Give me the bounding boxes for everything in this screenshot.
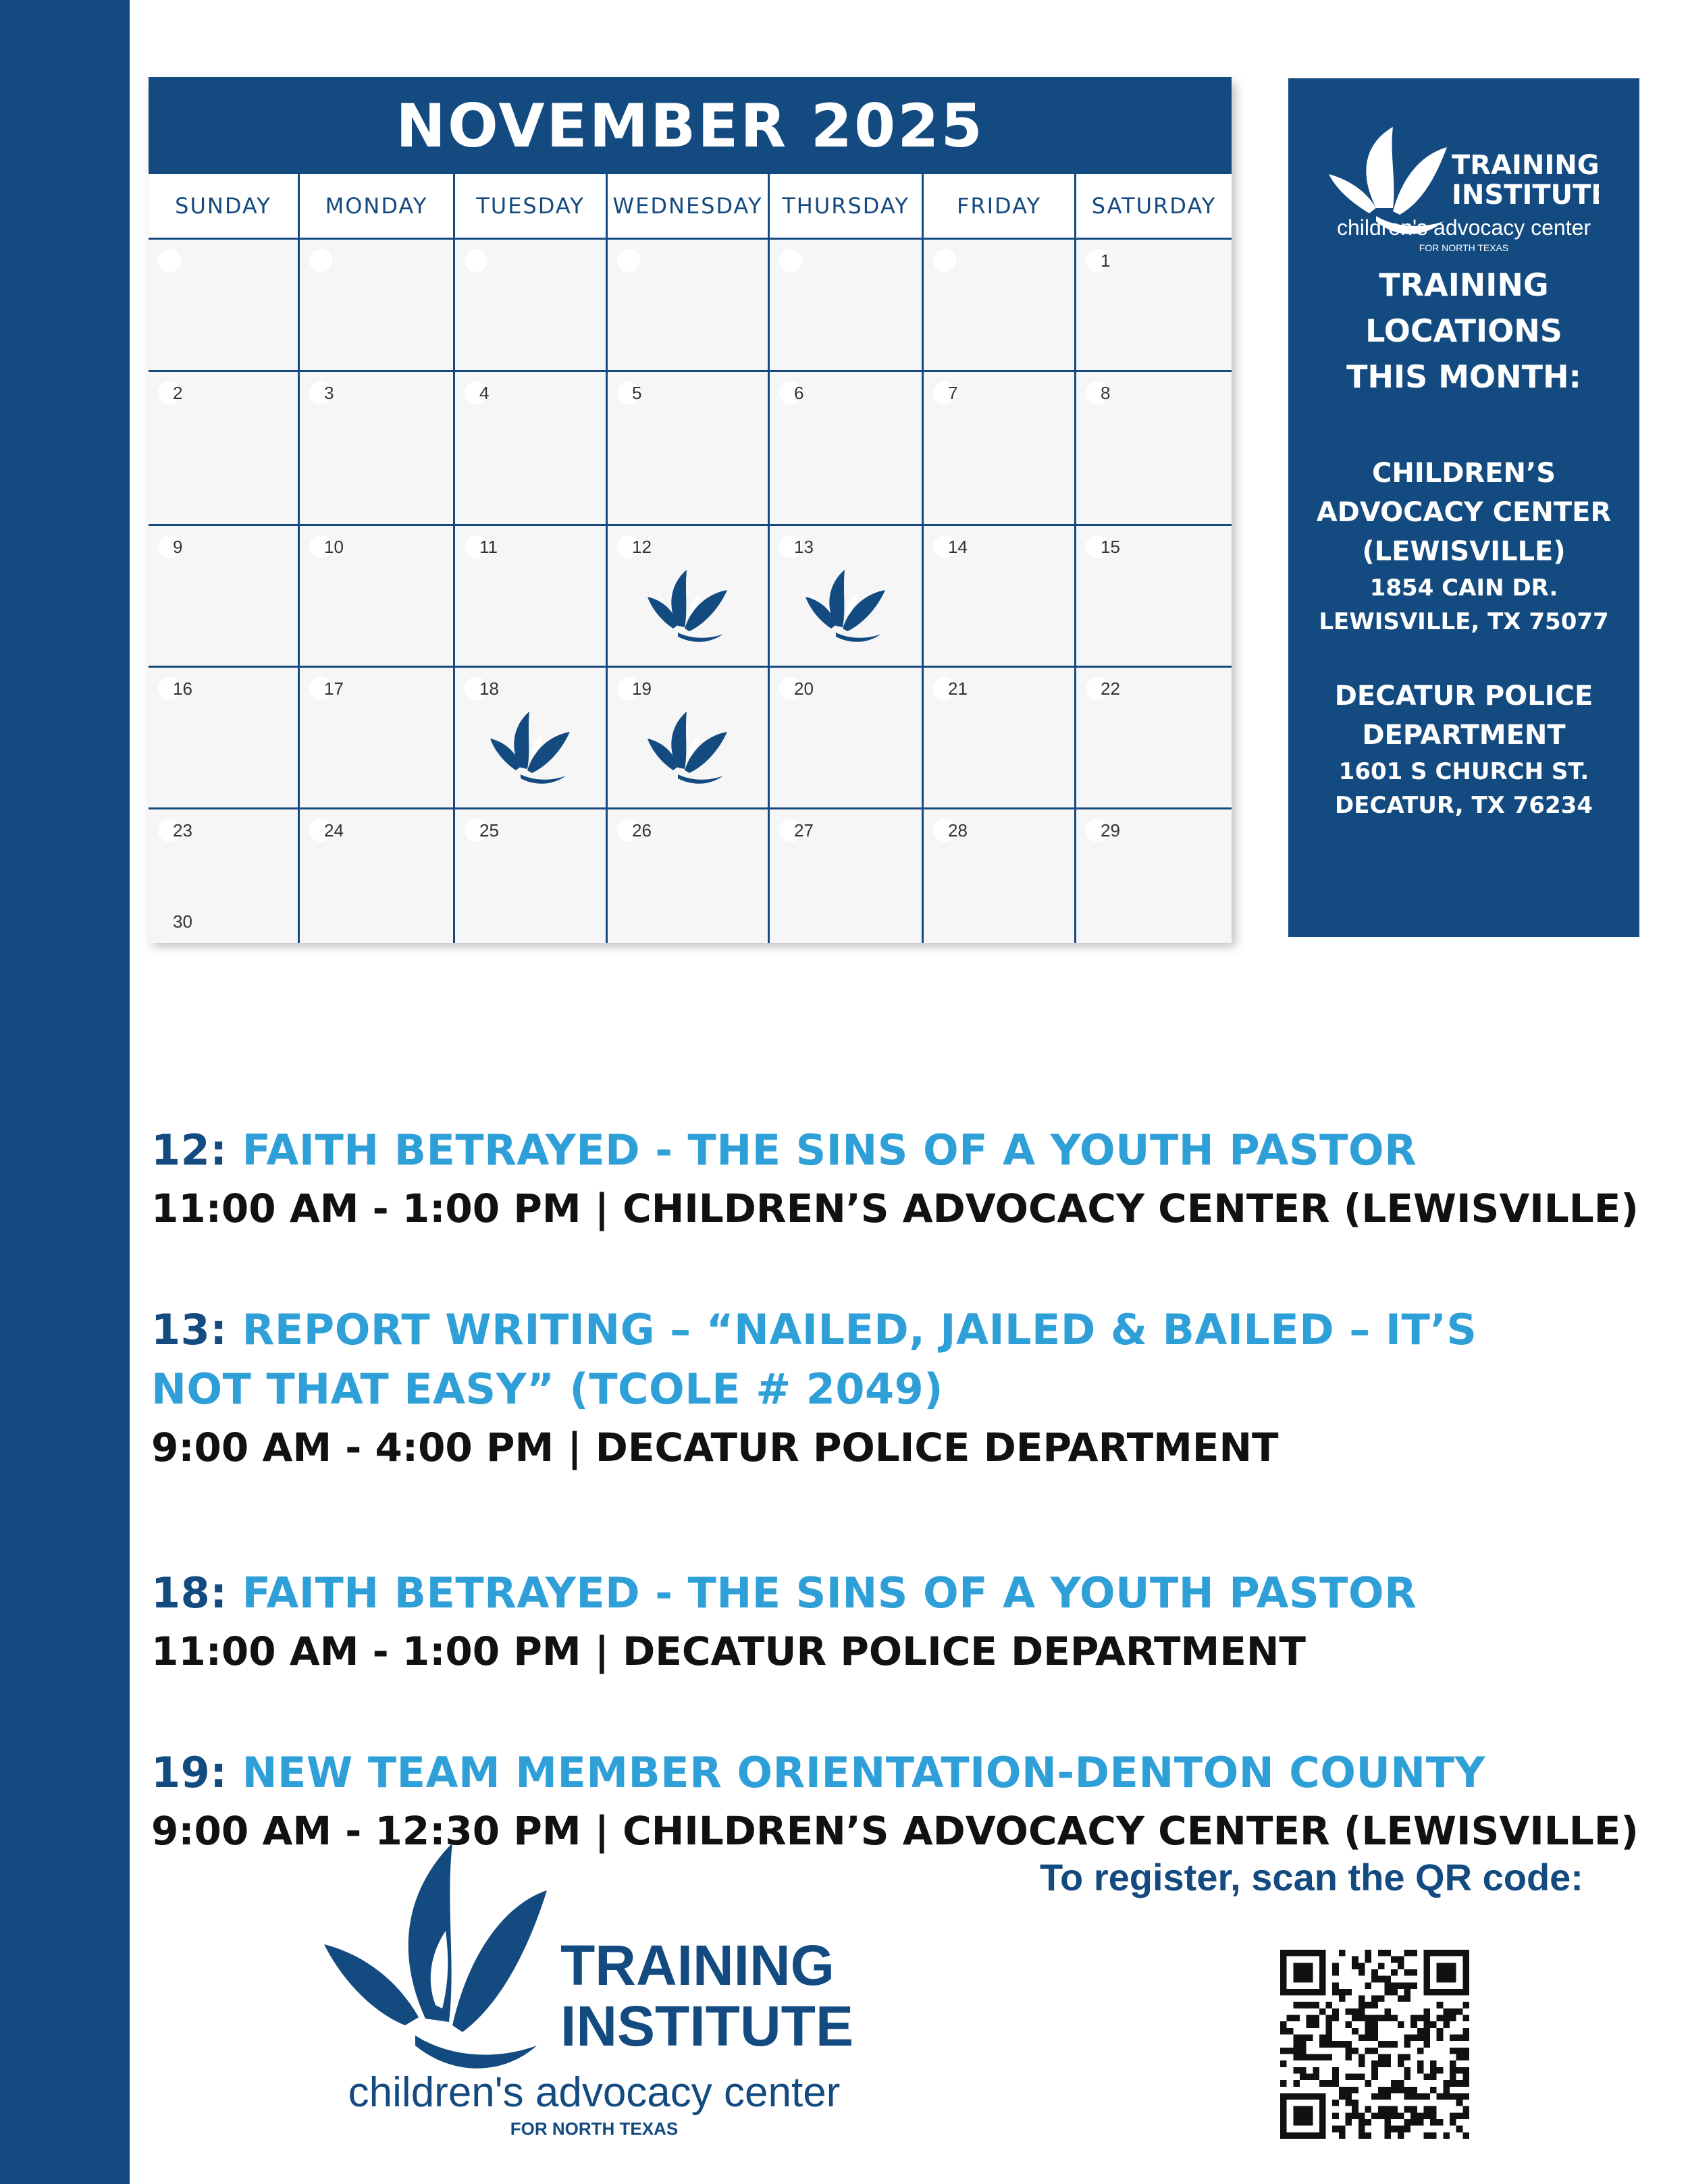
day-number: 7 [948, 383, 958, 403]
calendar-day-cell[interactable] [924, 809, 1076, 943]
calendar-day-cell[interactable] [149, 809, 300, 943]
day-number: 8 [1101, 383, 1111, 403]
calendar-day-cell[interactable] [1076, 372, 1232, 524]
calendar-day-cell[interactable] [1076, 240, 1232, 370]
calendar-day-cell[interactable] [924, 526, 1076, 666]
calendar-day-cell[interactable] [300, 809, 455, 943]
calendar-title: NOVEMBER 2025 [149, 77, 1232, 174]
calendar-day-cell[interactable] [455, 372, 608, 524]
weekday-label: SATURDAY [1091, 193, 1217, 219]
svg-text:TRAINING: TRAINING [560, 1934, 835, 1997]
event-item: 13: REPORT WRITING – “NAILED, JAILED & BAILED – IT’S NOT THAT EASY” (TCOLE # 2049) 9:00 AM - 4:00 PM | DECATUR POLICE DEPARTMENT [151, 1305, 1477, 1470]
day-number: 27 [794, 820, 814, 841]
register-instruction: To register, scan the QR code: [1040, 1856, 1583, 1898]
calendar-day-cell[interactable] [300, 240, 455, 370]
calendar-day-cell[interactable] [770, 809, 924, 943]
day-dot [779, 249, 802, 272]
weekday-label: SUNDAY [149, 174, 300, 238]
day-number: 9 [173, 537, 183, 557]
day-number: 26 [632, 820, 652, 841]
calendar-day-cell[interactable] [770, 372, 924, 524]
location-decatur: DECATUR POLICE DEPARTMENT 1601 S CHURCH ST. DECATUR, TX 76234 [1334, 681, 1593, 819]
calendar-day-cell[interactable] [300, 668, 455, 807]
svg-text:INSTITUTE: INSTITUTE [1452, 180, 1599, 211]
location-lewisville: CHILDREN’S ADVOCACY CENTER (LEWISVILLE) 1854 CAIN DR. LEWISVILLE, TX 75077 [1316, 458, 1612, 635]
day-number: 2 [173, 383, 183, 403]
calendar-day-cell[interactable] [608, 809, 770, 943]
day-number: 5 [632, 383, 642, 403]
svg-text:INSTITUTE: INSTITUTE [560, 1994, 853, 2058]
calendar-day-cell[interactable] [455, 668, 608, 807]
day-number: 25 [479, 820, 499, 841]
day-number: 3 [324, 383, 334, 403]
day-number: 24 [324, 820, 344, 841]
svg-text:children's advocacy center: children's advocacy center [348, 2069, 841, 2116]
calendar-day-cell[interactable] [1076, 809, 1232, 943]
training-locations-panel [1288, 78, 1639, 937]
calendar-day-cell[interactable] [455, 809, 608, 943]
calendar-day-cell[interactable] [455, 526, 608, 666]
event-item: 12: FAITH BETRAYED - THE SINS OF A YOUTH PASTOR 11:00 AM - 1:00 PM | CHILDREN’S ADVOCACY CENTER (LEWISVILLE) [151, 1125, 1639, 1231]
weekday-label: WEDNESDAY [608, 174, 770, 238]
training-lotus-icon [648, 566, 729, 638]
calendar-day-cell[interactable] [924, 668, 1076, 807]
calendar-day-cell[interactable] [1076, 668, 1232, 807]
day-number: 20 [794, 678, 814, 699]
calendar [149, 77, 1232, 941]
event-item: 19: NEW TEAM MEMBER ORIENTATION-DENTON COUNTY 9:00 AM - 12:30 PM | CHILDREN’S ADVOCACY CENTER (LEWISVILLE) [151, 1748, 1639, 1854]
calendar-grid [149, 240, 1232, 943]
svg-text:FOR NORTH TEXAS: FOR NORTH TEXAS [1419, 242, 1509, 253]
day-number: 28 [948, 820, 968, 841]
calendar-day-cell[interactable] [149, 526, 300, 666]
calendar-week-row [149, 526, 1232, 668]
calendar-day-cell[interactable] [608, 372, 770, 524]
day-number: 6 [794, 383, 804, 403]
qr-code-icon[interactable] [1280, 1950, 1469, 2139]
day-number: 19 [632, 678, 652, 699]
calendar-week-row [149, 372, 1232, 526]
left-accent-bar [0, 0, 130, 2184]
lotus-logo-icon [324, 1843, 864, 2160]
training-lotus-icon [806, 566, 887, 638]
calendar-day-cell[interactable] [924, 240, 1076, 370]
day-number: 15 [1101, 537, 1120, 557]
svg-text:TRAINING: TRAINING [1452, 150, 1599, 181]
day-number: 21 [948, 678, 968, 699]
weekday-header-row [149, 174, 1232, 240]
training-lotus-icon [490, 708, 571, 780]
day-number: 23 [173, 820, 192, 841]
calendar-day-cell[interactable] [149, 668, 300, 807]
calendar-week-row [149, 240, 1232, 372]
calendar-day-cell[interactable] [1076, 526, 1232, 666]
lotus-logo-icon [1329, 127, 1599, 262]
day-dot [465, 249, 487, 272]
svg-text:children's advocacy center: children's advocacy center [1336, 215, 1591, 240]
calendar-week-row [149, 668, 1232, 809]
day-number: 30 [173, 911, 192, 932]
day-number: 22 [1101, 678, 1120, 699]
calendar-week-row [149, 809, 1232, 943]
registration-qr-code[interactable] [1280, 1950, 1469, 2139]
calendar-day-cell[interactable] [770, 668, 924, 807]
weekday-label: FRIDAY [924, 174, 1076, 238]
training-institute-logo-large [324, 1843, 864, 2160]
svg-text:FOR NORTH TEXAS: FOR NORTH TEXAS [510, 2119, 679, 2139]
day-number: 11 [479, 537, 498, 557]
day-dot [933, 249, 956, 272]
event-item: 18: FAITH BETRAYED - THE SINS OF A YOUTH PASTOR 11:00 AM - 1:00 PM | DECATUR POLICE DEPARTMENT [151, 1568, 1417, 1674]
calendar-day-cell[interactable] [608, 526, 770, 666]
weekday-label: TUESDAY [455, 174, 608, 238]
weekday-label: MONDAY [300, 174, 455, 238]
day-number: 12 [632, 537, 652, 557]
day-dot [158, 249, 181, 272]
day-number: 18 [479, 678, 499, 699]
training-lotus-icon [648, 708, 729, 780]
day-number: 10 [324, 537, 344, 557]
day-number: 14 [948, 537, 968, 557]
calendar-day-cell[interactable] [608, 668, 770, 807]
locations-heading: TRAINING LOCATIONS THIS MONTH: [1346, 267, 1581, 395]
day-number: 29 [1101, 820, 1120, 841]
day-number: 16 [173, 678, 192, 699]
calendar-day-cell[interactable] [770, 526, 924, 666]
day-number: 4 [479, 383, 490, 403]
calendar-day-cell[interactable] [608, 240, 770, 370]
event-list [151, 1121, 1670, 1923]
calendar-day-cell[interactable] [149, 240, 300, 370]
calendar-day-cell[interactable] [300, 372, 455, 524]
calendar-day-cell[interactable] [770, 240, 924, 370]
calendar-day-cell[interactable] [455, 240, 608, 370]
calendar-day-cell[interactable] [149, 372, 300, 524]
day-dot [309, 249, 332, 272]
weekday-label: THURSDAY [770, 174, 924, 238]
day-number: 17 [324, 678, 344, 699]
calendar-day-cell[interactable] [300, 526, 455, 666]
training-institute-logo-small [1288, 127, 1639, 262]
day-number: 13 [794, 537, 814, 557]
calendar-day-cell[interactable] [924, 372, 1076, 524]
day-number: 1 [1101, 250, 1111, 271]
day-dot [617, 249, 640, 272]
